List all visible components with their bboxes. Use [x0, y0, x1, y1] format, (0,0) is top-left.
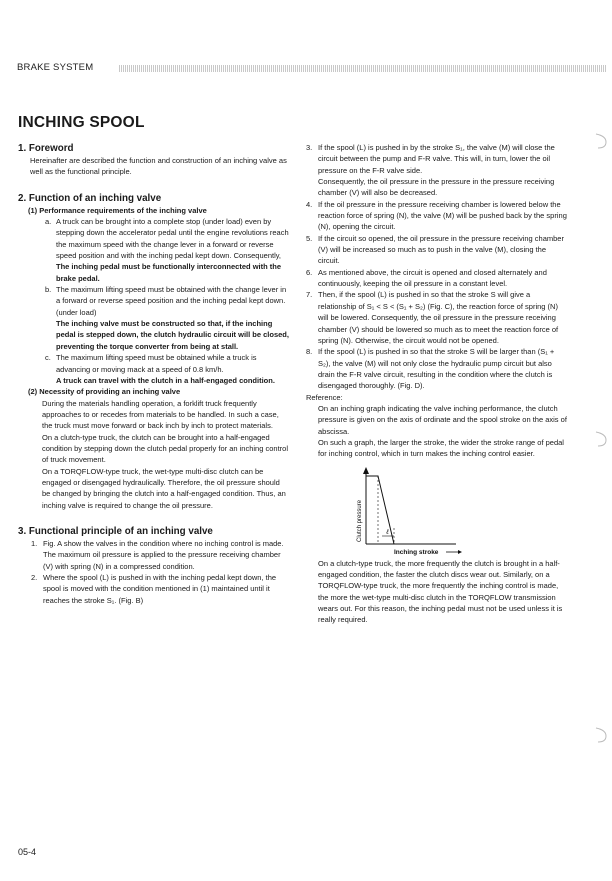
binder-mark-bottom: [594, 726, 608, 744]
requirement-c-bold: A truck can travel with the clutch in a half-engaged condition.: [56, 375, 275, 385]
reference-paragraph-2: On such a graph, the larger the stroke, the wider the stroke range of pedal for inching control, which in turn makes the inching control easier.: [318, 437, 564, 459]
requirement-a-bold: The inching pedal must be functionally interconnected with the brake pedal.: [56, 262, 282, 283]
principle-item-5-text: If the circuit so opened, the oil pressure in the pressure receiving chamber (V) will be increased so much as to push in the valve (M), closing the circuit.: [318, 233, 564, 266]
page-number: 05-4: [18, 847, 37, 857]
graph-x-label: Inching stroke: [394, 548, 439, 556]
foreword-text: Hereinafter are described the function and construction of an inching valve as well as the functional principle.: [30, 156, 287, 177]
principle-item-4: [306, 199, 568, 233]
principle-item-4-text: If the oil pressure in the pressure receiving chamber is lowered below the reaction force of spring (N), the valve (M) will be pushed back by the spring (N), opening the circuit.: [318, 199, 567, 232]
principle-item-7-text: Then, if the spool (L) is pushed in so that the stroke S will give a relationship of S₁ < S < (S₁ + S₂) (Fig. C), the reaction force of spring (N) will be lowered. Consequently, the oil pressure in the pressure receiving chamber (V) should be lowered so much as to meet the reaction force of spring (N). Otherwise, the circuit would not be opened.: [318, 290, 559, 345]
principle-item-3-label: 3.: [306, 143, 313, 152]
principle-item-1: [18, 538, 290, 572]
foreword-heading: 1. Foreword: [18, 143, 74, 154]
principle-item-8-label: 8.: [306, 347, 313, 357]
requirement-c-label: c.: [45, 353, 51, 363]
principle-item-8-text: If the spool (L) is pushed in so that the stroke S will be larger than (S₁ + S₂), the valve (M) will not only close the hydraulic pump circuit but also drain the F-R valve circuit, resulting in the condition where the clutch is disengaged thoroughly. (Fig. D).: [318, 347, 555, 391]
header-rule: [119, 65, 607, 72]
principle-item-3: [306, 142, 568, 199]
inching-graph: [306, 464, 568, 556]
reference-heading: Reference:: [306, 392, 343, 402]
principle-item-4-label: 4.: [306, 199, 313, 209]
graph-y-arrow: [363, 467, 369, 474]
principle-item-3-text-2: Consequently, the oil pressure in the pressure in the pressure receiving chamber (V) will also be decreased.: [318, 177, 555, 198]
requirement-c-text: The maximum lifting speed must be obtained while a truck is advancing or moving mack at a speed of 0.8 km/h.: [56, 353, 257, 374]
principle-item-5-label: 5.: [306, 233, 313, 243]
principle-item-1-label: 1.: [31, 538, 38, 548]
graph-l-label: ℓ: [386, 527, 389, 536]
principle-item-8: [306, 346, 568, 391]
requirement-b-bold: The inching valve must be constructed so that, if the inching pedal is stepped down, the clutch hydraulic circuit will be closed, preventing the torque converter from being at stall.: [56, 319, 289, 351]
principle-item-6-text: As mentioned above, the circuit is opened and closed alternately and continuously, keeping the oil pressure in a constant level.: [318, 267, 547, 289]
requirement-a: [18, 216, 290, 284]
principle-item-2-text: Where the spool (L) is pushed in with the inching pedal kept down, the spool is moved with the condition mentioned in (1) maintained until it reaches the stroke S₁. (Fig. B): [43, 573, 277, 605]
inching-graph-svg: [306, 464, 568, 556]
principle-item-7-label: 7.: [306, 290, 313, 300]
function-heading: 2. Function of an inching valve: [18, 192, 162, 204]
principle-item-6-label: 6.: [306, 267, 313, 277]
binder-mark-top: [594, 132, 608, 150]
principle-item-6: [306, 267, 568, 290]
performance-requirements-heading: (1) Performance requirements of the inching valve: [28, 205, 207, 215]
graph-x-arrow-head: [458, 550, 462, 554]
right-column: [306, 142, 568, 626]
requirement-b-label: b.: [45, 285, 52, 295]
principle-item-2: [18, 572, 290, 606]
page-header: [17, 62, 607, 76]
principle-item-1-text: Fig. A show the valves in the condition where no inching control is made. The maximum oil pressure is applied to the pressure receiving chamber (V) with spring (N) in a compressed condition.: [43, 538, 284, 571]
section-title: BRAKE SYSTEM: [17, 62, 96, 73]
principle-item-2-label: 2.: [31, 573, 38, 582]
requirement-b: [18, 284, 290, 352]
necessity-paragraph-2: On a clutch-type truck, the clutch can be brought into a half-engaged condition by stepping down the clutch pedal properly for an inching control of truck movement.: [42, 432, 288, 465]
principle-item-7: [306, 289, 568, 346]
necessity-paragraph-3: On a TORQFLOW-type truck, the wet-type multi-disc clutch can be engaged or disengaged hydraulically. Therefore, the oil pressure should be changed by bringing the clutch into a half-engaged condition. Thus, an inching valve is required to change the oil pressure.: [42, 466, 286, 510]
necessity-paragraph-1: During the materials handling operation, a forklift truck frequently approaches to or recedes from materials to be handled. In such a case, the truck must move forward or back inch by inch to protect materials.: [42, 398, 279, 431]
principle-item-3-text: If the spool (L) is pushed in by the stroke S₁, the valve (M) will close the circuit between the pump and F-R valve. This will, in turn, lower the oil pressure on the F-R valve side.: [318, 143, 555, 175]
requirement-a-label: a.: [45, 217, 52, 227]
page-title: INCHING SPOOL: [18, 114, 145, 131]
reference-paragraph-3: On a clutch-type truck, the more frequently the clutch is brought in a half-engaged condition, the faster the clutch discs wear out. Similarly, on a TORQFLOW-type truck, the more frequently the inching control is made, the more the wet-type multi-disc clutch in the TORQFLOW transmission wears out. For this reason, the inching pedal must not be used unless it is really required.: [318, 558, 563, 625]
necessity-heading: (2) Necessity of providing an inching valve: [28, 387, 181, 397]
graph-curve: [366, 476, 394, 544]
requirement-b-text: The maximum lifting speed must be obtained with the change lever in a forward or reverse speed position and the inching pedal kept down. (under load): [56, 285, 287, 317]
graph-y-label: Clutch pressure: [357, 499, 363, 542]
requirement-c: [18, 352, 290, 386]
reference-paragraph-1: On an inching graph indicating the valve inching performance, the clutch pressure is given on the axis of ordinate and the spool stroke on the axis of abscissa.: [318, 403, 567, 436]
requirement-a-text: A truck can be brought into a complete stop (under load) even by stepping down the accelerator pedal until the engine revolutions reach the maximum speed with the change lever in a forward or reverse speed position and with the inching pedal kept down. Consequently,: [56, 217, 289, 261]
binder-mark-middle: [594, 430, 608, 448]
principle-heading: 3. Functional principle of an inching valve: [18, 525, 213, 537]
principle-item-5: [306, 233, 568, 267]
left-column: [18, 142, 290, 606]
